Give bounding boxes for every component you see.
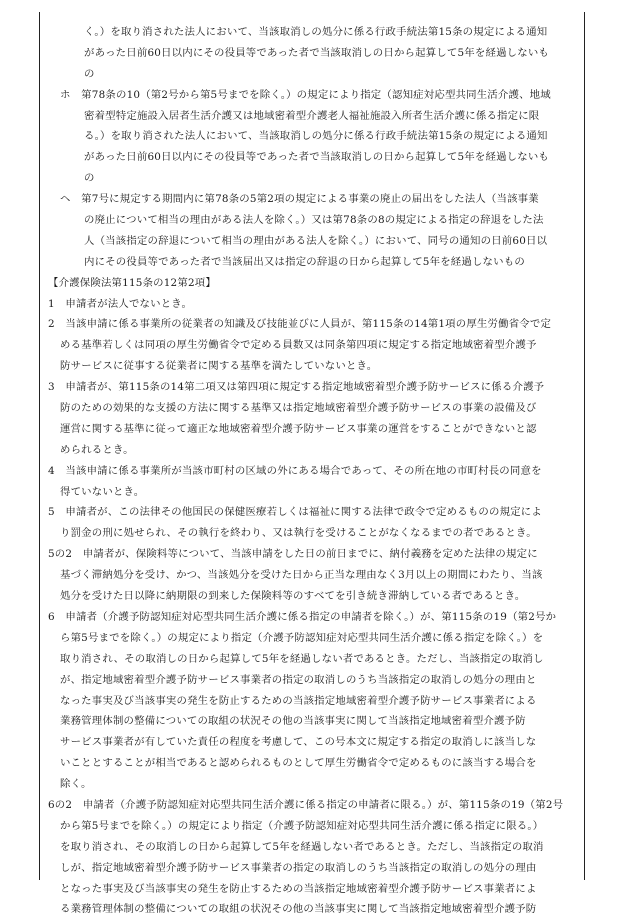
text-line: 得ていないとき。 [60, 485, 145, 498]
text-line: なった事実及び当該事実の発生を防止するための当該指定地域密着型介護予防サービス事業者による [60, 694, 537, 707]
text-line: 基づく滞納処分を受け、かつ、当該処分を受けた日から正当な理由なく3月以上の期間にわたり、当該 [60, 569, 543, 582]
text-line: の廃止について相当の理由がある法人を除く。）又は第78条の8の規定による指定の辞退をした法 [84, 214, 544, 227]
text-line: 3 申請者が、第115条の14第二項又は第四項に規定する指定地域密着型介護予防サービスに係る介護予 [48, 381, 545, 394]
text-line: いこととすることが相当であると認められるものとして厚生労働省令で定めるものに該当する場合を [60, 757, 537, 770]
text-line: 6の2 申請者（介護予防認知症対応型共同生活介護に係る指定の申請者に限る。）が、第115条の19（第2号 [48, 798, 564, 811]
text-line: 運営に関する基準に従って適正な地域密着型介護予防サービス事業の運営をすることができないと認 [60, 422, 537, 435]
text-line: の [84, 172, 95, 185]
document-body [48, 22, 578, 920]
text-line: があった日前60日以内にその役員等であった者で当該取消しの日から起算して5年を経過しないも [84, 151, 550, 164]
right-border-line [584, 12, 585, 880]
text-line: 4 当該申請に係る事業所が当該市町村の区域の外にある場合であって、その所在地の市町村長の同意を [48, 464, 542, 477]
text-line: る業務管理体制の整備についての取組の状況その他の当該事実に関して当該指定地域密着型介護予防 [60, 903, 537, 916]
text-line: 6 申請者（介護予防認知症対応型共同生活介護に係る指定の申請者を除く。）が、第115条の19（第2号か [48, 610, 557, 623]
left-border-line [39, 12, 40, 880]
text-line: る。）を取り消された法人において、当該取消しの処分に係る行政手続法第15条の規定による通知 [84, 130, 548, 143]
text-line: 1 申請者が法人でないとき。 [48, 297, 193, 310]
text-line: 防サービスに従事する従業者に関する基準を満たしていないとき。 [60, 360, 378, 373]
text-line: を取り消され、その取消しの日から起算して5年を経過しない者であるとき。ただし、当該指定の取消 [60, 840, 544, 853]
text-line: 人（当該指定の辞退について相当の理由がある法人を除く。）において、同号の通知の日前60日以 [84, 234, 548, 247]
text-line: しが、指定地域密着型介護予防サービス事業者の指定の取消しのうち当該指定の取消しの処分の理由 [60, 861, 537, 874]
text-line: が、指定地域密着型介護予防サービス事業者の指定の取消しのうち当該指定の取消しの処分の理由と [60, 673, 537, 686]
text-line: める基準若しくは同項の厚生労働省令で定める員数又は同条第四項に規定する指定地域密着型介護予 [60, 339, 537, 352]
text-line: 取り消され、その取消しの日から起算して5年を経過しない者であるとき。ただし、当該指定の取消し [60, 652, 544, 665]
text-line: 内にその役員等であった者で当該届出又は指定の辞退の日から起算して5年を経過しないもの [84, 255, 525, 268]
text-line: り罰金の刑に処せられ、その執行を終わり、又は執行を受けることがなくなるまでの者であるとき。 [60, 527, 537, 540]
text-line: となった事実及び当該事実の発生を防止するための当該指定地域密着型介護予防サービス事業者によ [60, 882, 537, 895]
text-line: 業務管理体制の整備についての取組の状況その他の当該事実に関して当該指定地域密着型介護予防 [60, 715, 526, 728]
text-line: められるとき。 [60, 443, 134, 456]
text-line: ら第5号までを除く。）の規定により指定（介護予防認知症対応型共同生活介護に係る指定を除く。）を [60, 631, 544, 644]
text-line: 【介護保険法第115条の12第2項】 [48, 276, 216, 289]
text-line: 5 申請者が、この法律その他国民の保健医療若しくは福祉に関する法律で政令で定めるものの規定によ [48, 506, 542, 519]
text-line: 密着型特定施設入居者生活介護又は地域密着型介護老人福祉施設入所者生活介護に係る指定に限 [84, 109, 540, 122]
text-line: から第5号までを除く。）の規定により指定（介護予防認知症対応型共同生活介護に係る指定に限る。） [60, 819, 544, 832]
text-line: 5の2 申請者が、保険料等について、当該申請をした日の前日までに、納付義務を定めた法律の規定に [48, 548, 538, 561]
text-line: サービス事業者が有していた責任の程度を考慮して、この号本文に規定する指定の取消しに該当しな [60, 736, 537, 749]
text-line: 防のための効果的な支援の方法に関する基準又は指定地域密着型介護予防サービスの事業の設備及び [60, 402, 537, 415]
text-line: 処分を受けた日以降に納期限の到来した保険料等のすべてを引き続き滞納している者であるとき。 [60, 590, 526, 603]
text-line: 除く。 [60, 778, 92, 791]
text-line: く。）を取り消された法人において、当該取消しの処分に係る行政手続法第15条の規定による通知 [84, 26, 548, 38]
text-line: ホ 第78条の10（第2号から第5号までを除く。）の規定により指定（認知症対応型共同生活介護、地域 [60, 88, 551, 101]
text-line: の [84, 67, 95, 80]
text-line: 2 当該申請に係る事業所の従業者の知識及び技能並びに人員が、第115条の14第1項の厚生労働省令で定 [48, 318, 552, 331]
text-line: があった日前60日以内にその役員等であった者で当該取消しの日から起算して5年を経過しないも [84, 46, 550, 59]
text-line: ヘ 第7号に規定する期間内に第78条の5第2項の規定による事業の廃止の届出をした法人（当該事業 [60, 193, 539, 206]
